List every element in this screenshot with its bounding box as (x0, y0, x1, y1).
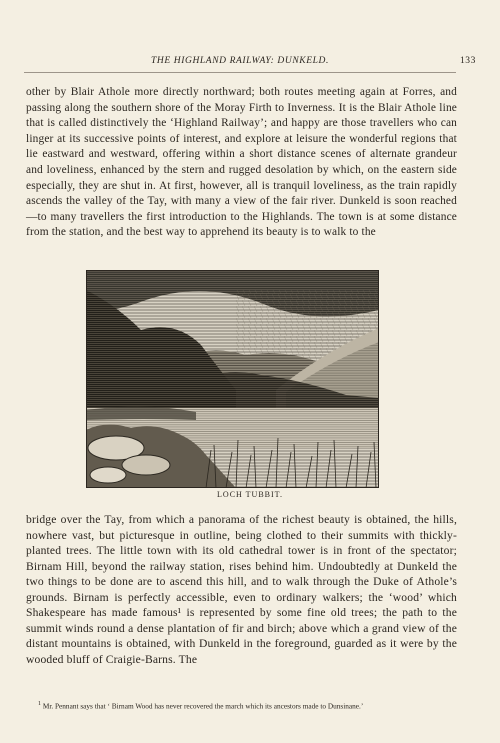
footnote (38, 699, 468, 711)
figure-caption: LOCH TUBBIT. (217, 490, 283, 499)
page-number: 133 (459, 56, 476, 66)
footnote-text: Mr. Pennant says that ‘ Birnam Wood has never recovered the march which its ancestors made to Dunsinane.’ (42, 701, 364, 711)
body-paragraph-top: other by Blair Athole more directly northward; both routes meeting again at Forres, and passing along the southern shore of the Moray Firth to Inverness. It is the Blair Athole line that is called distinctively the ‘Highland Railway’; and happy are those travellers who can linger at its successive points of interest, and explore at leisure the wonderful regions that lie eastward and westward, offering within a short distance scenes of alternate grandeur and loveliness, enhanced by the stern and rugged desolation by which, on the eastern side especially, they are shut in. At first, however, all is tranquil loveliness, as the train rapidly ascends the valley of the Tay, with many a view of the fair river. Dunkeld is soon reached—to many travellers the first introduction to the Highlands. The town is at some distance from the station, and the best way to apprehend its beauty is to walk to the (26, 86, 457, 239)
footnote-mark: 1 (38, 701, 41, 707)
running-title: THE HIGHLAND RAILWAY: DUNKELD. (151, 56, 329, 66)
body-paragraph-bottom: bridge over the Tay, from which a panorama of the richest beauty is obtained, the hills, nowhere vast, but picturesque in outline, being clothed to their summits with thickly-planted trees. The little town with its old cathedral tower is in front of the spectator; Birnam Hill, beyond the railway station, rises behind him. Undoubtedly at Dunkeld the two things to be done are to ascend this hill, and to walk through the Duke of Athole’s grounds. Birnam is perfectly accessible, even to ordinary walkers; the ‘wood’ which Shakespeare has made famous¹ is represented by some fine old trees; the path to the summit winds round a dense plantation of fir and birch; above which a grand view of the distant mountains is obtained, with Dunkeld in the foreground, guarded as it were by the wooded bluff of Craigie-Barns. The (26, 513, 457, 666)
header-rule (24, 72, 456, 73)
engraving-illustration (86, 270, 379, 488)
page-header (24, 56, 476, 72)
loch-engraving-svg (86, 270, 379, 488)
